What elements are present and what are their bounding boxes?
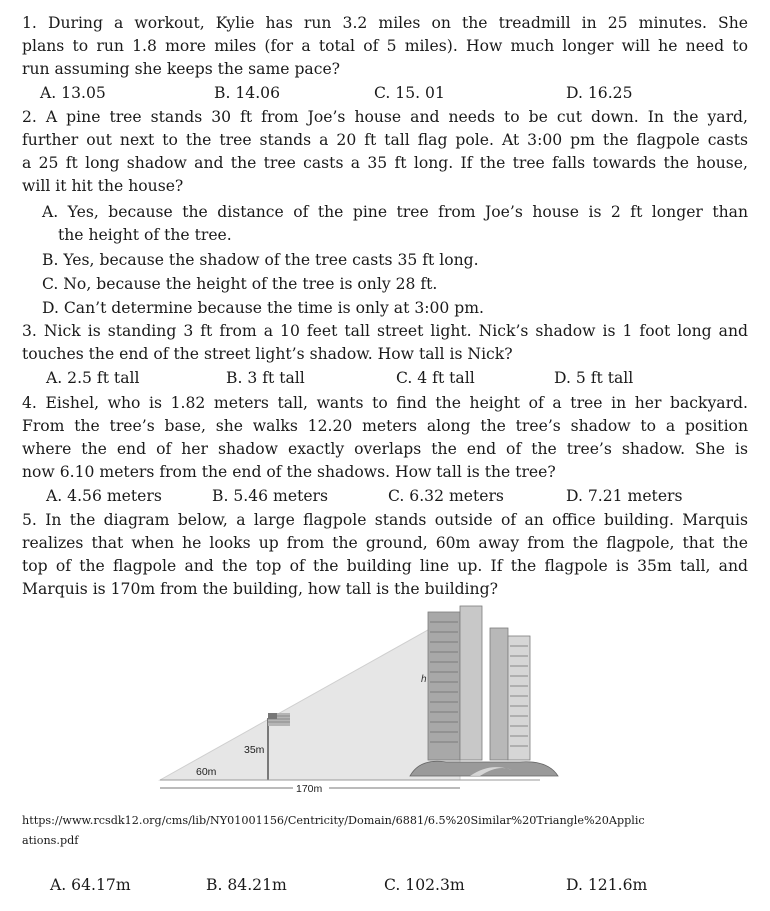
q2-choice-a-line-2[interactable]: the height of the tree. [58, 226, 232, 244]
q2-choice-b[interactable]: B. Yes, because the shadow of the tree casts 35 ft long. [42, 251, 479, 269]
q2-line-4: will it hit the house? [22, 177, 184, 195]
label-h: h [421, 674, 427, 685]
label-60m: 60m [196, 766, 217, 778]
q3-line-1: 3. Nick is standing 3 ft from a 10 feet tall street light. Nick’s shadow is 1 foot long and [22, 322, 748, 340]
label-170m: 170m [296, 783, 323, 795]
q4-line-2: From the tree’s base, she walks 12.20 meters along the tree’s shadow to a position [22, 417, 748, 435]
q5-choice-c[interactable]: C. 102.3m [384, 876, 465, 894]
q5-choice-b[interactable]: B. 84.21m [206, 876, 287, 894]
q4-choice-c[interactable]: C. 6.32 meters [388, 487, 504, 505]
sightline-triangle [160, 612, 460, 780]
label-35m: 35m [244, 744, 265, 756]
q2-line-2: further out next to the tree stands a 20 ft tall flag pole. At 3:00 pm the flagpole casts [22, 131, 748, 149]
q2-choice-c[interactable]: C. No, because the height of the tree is only 28 ft. [42, 275, 438, 293]
q4-choice-d[interactable]: D. 7.21 meters [566, 487, 683, 505]
q4-choice-b[interactable]: B. 5.46 meters [212, 487, 329, 505]
q1-choice-c[interactable]: C. 15. 01 [374, 84, 445, 102]
q4-line-1: 4. Eishel, who is 1.82 meters tall, wants to find the height of a tree in her backyard. [22, 394, 748, 412]
q1-choice-a[interactable]: A. 13.05 [40, 84, 106, 102]
q1-choice-d[interactable]: D. 16.25 [566, 84, 633, 102]
source-url-line-1[interactable]: https://www.rcsdk12.org/cms/lib/NY01001156/Centricity/Domain/6881/6.5%20Similar%20Triangle%20Applic [22, 814, 645, 827]
q5-line-3: top of the flagpole and the top of the building line up. If the flagpole is 35m tall, and [22, 557, 748, 575]
q5-line-4: Marquis is 170m from the building, how tall is the building? [22, 580, 498, 598]
q3-choice-a[interactable]: A. 2.5 ft tall [46, 369, 140, 387]
q3-choice-c[interactable]: C. 4 ft tall [396, 369, 475, 387]
q1-line-1: 1. During a workout, Kylie has run 3.2 miles on the treadmill in 25 minutes. She [22, 14, 748, 32]
q3-choice-b[interactable]: B. 3 ft tall [226, 369, 305, 387]
q5-choice-d[interactable]: D. 121.6m [566, 876, 648, 894]
q3-choice-d[interactable]: D. 5 ft tall [554, 369, 634, 387]
q1-line-2: plans to run 1.8 more miles (for a total of 5 miles). How much longer will he need to [22, 37, 748, 55]
office-building [410, 606, 558, 776]
q2-choice-a-line-1[interactable]: A. Yes, because the distance of the pine tree from Joe’s house is 2 ft longer than [42, 203, 748, 221]
q1-line-3: run assuming she keeps the same pace? [22, 60, 341, 78]
q5-choice-a[interactable]: A. 64.17m [50, 876, 131, 894]
q3-line-2: touches the end of the street light’s shadow. How tall is Nick? [22, 345, 513, 363]
q1-choice-b[interactable]: B. 14.06 [214, 84, 281, 102]
q2-choice-d[interactable]: D. Can’t determine because the time is only at 3:00 pm. [42, 299, 485, 317]
q4-line-4: now 6.10 meters from the end of the shadows. How tall is the tree? [22, 463, 556, 481]
q5-line-1: 5. In the diagram below, a large flagpole stands outside of an office building. Marquis [22, 511, 748, 529]
q2-line-3: a 25 ft long shadow and the tree casts a 35 ft long. If the tree falls towards the house, [22, 154, 748, 172]
q4-choice-a[interactable]: A. 4.56 meters [46, 487, 162, 505]
q5-line-2: realizes that when he looks up from the ground, 60m away from the flagpole, that the [22, 534, 748, 552]
q2-line-1: 2. A pine tree stands 30 ft from Joe’s house and needs to be cut down. In the yard, [22, 108, 748, 126]
flag-icon [268, 713, 290, 726]
q4-line-3: where the end of her shadow exactly overlaps the end of the tree’s shadow. She is [22, 440, 748, 458]
source-url-line-2[interactable]: ations.pdf [22, 834, 79, 847]
